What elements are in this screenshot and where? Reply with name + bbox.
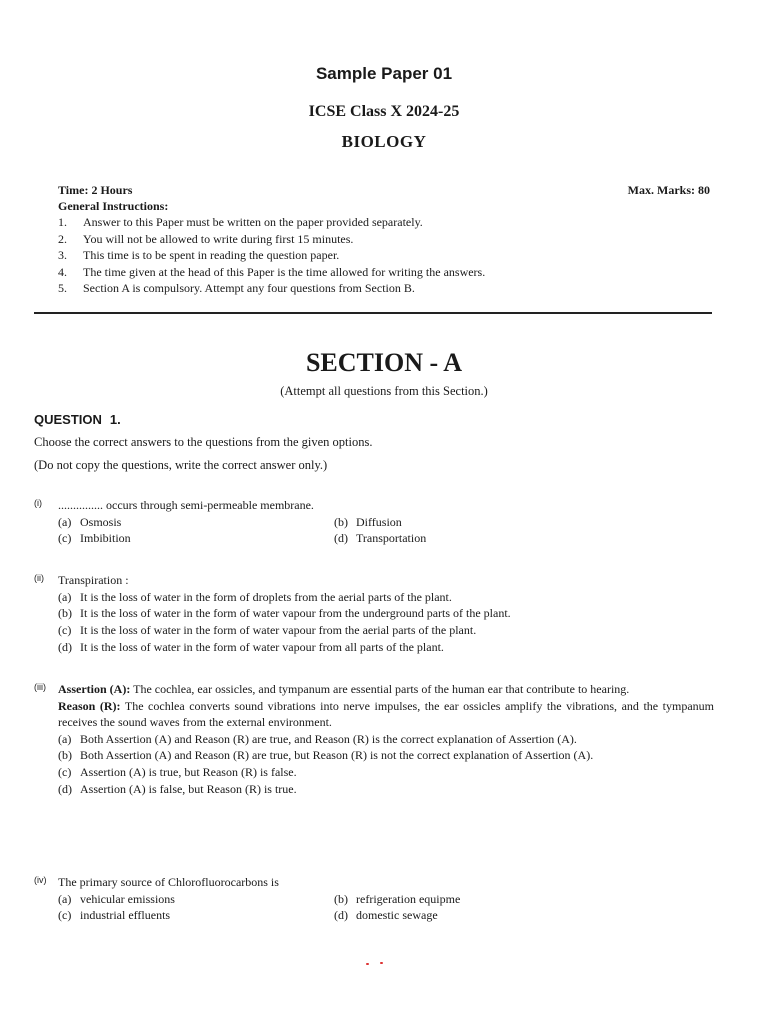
question-number: 1. [109, 412, 121, 427]
general-instructions-heading: General Instructions: [58, 199, 169, 213]
question-stem: ............... occurs through semi-permeable membrane. [58, 498, 314, 512]
exam-title: ICSE Class X 2024-25 [308, 103, 460, 120]
subject-title: BIOLOGY [341, 132, 427, 151]
options-grid [58, 514, 714, 548]
section-title: SECTION - A [305, 348, 463, 377]
option-d: (d) Transportation [334, 531, 427, 546]
option-d: (d) It is the loss of water in the form of water vapour from all parts of the plant. [58, 639, 444, 654]
option-c: (c) Assertion (A) is true, but Reason (R) is false. [58, 765, 297, 780]
question-stem: Transpiration : [58, 573, 129, 587]
question-iv [34, 874, 714, 924]
subquestion-number: (i) [34, 498, 42, 508]
question-heading [34, 412, 121, 427]
option-d: (d) domestic sewage [334, 908, 438, 923]
option-b: (b) Diffusion [334, 514, 402, 529]
instruction-item: 4. The time given at the head of this Paper is the time allowed for writing the answers. [58, 264, 486, 279]
sample-paper-title: Sample Paper 01 [315, 64, 453, 83]
option-a: (a) It is the loss of water in the form of droplets from the aerial parts of the plant. [58, 589, 452, 604]
option-b: (b) Both Assertion (A) and Reason (R) are true, but Reason (R) is not the correct explanation of Assertion (A). [58, 748, 594, 763]
reason-text: Reason (R): The cochlea converts sound vibrations into nerve impulses, the ear ossicles amplify the vibrations, and the tympanum receives the sound waves from the external environment. [58, 698, 714, 729]
page-mark [366, 962, 386, 966]
question-ii [34, 572, 714, 656]
assertion-text: Assertion (A): The cochlea, ear ossicles, and tympanum are essential parts of the human ear that contribute to hearing. [58, 682, 630, 696]
subquestion-number: (iii) [34, 682, 46, 692]
option-d: (d) Assertion (A) is false, but Reason (R) is true. [58, 781, 297, 796]
section-note: (Attempt all questions from this Section.) [280, 384, 488, 398]
option-b: (b) It is the loss of water in the form of water vapour from the underground parts of the plant. [58, 606, 511, 621]
option-a: (a) Osmosis [58, 514, 122, 529]
divider-rule [34, 312, 712, 314]
option-b: (b) refrigeration equipme [334, 891, 461, 906]
question-note: (Do not copy the questions, write the correct answer only.) [34, 458, 328, 472]
options-grid [58, 891, 714, 925]
subquestion-number: (iv) [34, 875, 47, 885]
max-marks: Max. Marks: 80 [627, 183, 710, 197]
instruction-item: 1. Answer to this Paper must be written on the paper provided separately. [58, 215, 423, 229]
option-a: (a) Both Assertion (A) and Reason (R) are true, and Reason (R) is the correct explanation of Assertion (A). [58, 731, 577, 746]
subquestion-number: (ii) [34, 573, 44, 583]
question-i [34, 497, 714, 547]
instructions-list [58, 215, 718, 298]
option-c: (c) Imbibition [58, 531, 131, 546]
question-iii [34, 681, 714, 798]
time-allowed: Time: 2 Hours [58, 183, 133, 197]
instruction-item: 5. Section A is compulsory. Attempt any four questions from Section B. [58, 281, 415, 295]
instruction-item: 2. You will not be allowed to write during first 15 minutes. [58, 231, 354, 246]
question-directions: Choose the correct answers to the questions from the given options. [34, 435, 373, 449]
option-c: (c) industrial effluents [58, 908, 171, 923]
instruction-item: 3. This time is to be spent in reading the question paper. [58, 248, 340, 262]
question-label: QUESTION [34, 412, 102, 427]
option-a: (a) vehicular emissions [58, 891, 175, 906]
option-c: (c) It is the loss of water in the form of water vapour from the aerial parts of the plant. [58, 623, 477, 638]
question-stem: The primary source of Chlorofluorocarbons is [58, 875, 279, 889]
